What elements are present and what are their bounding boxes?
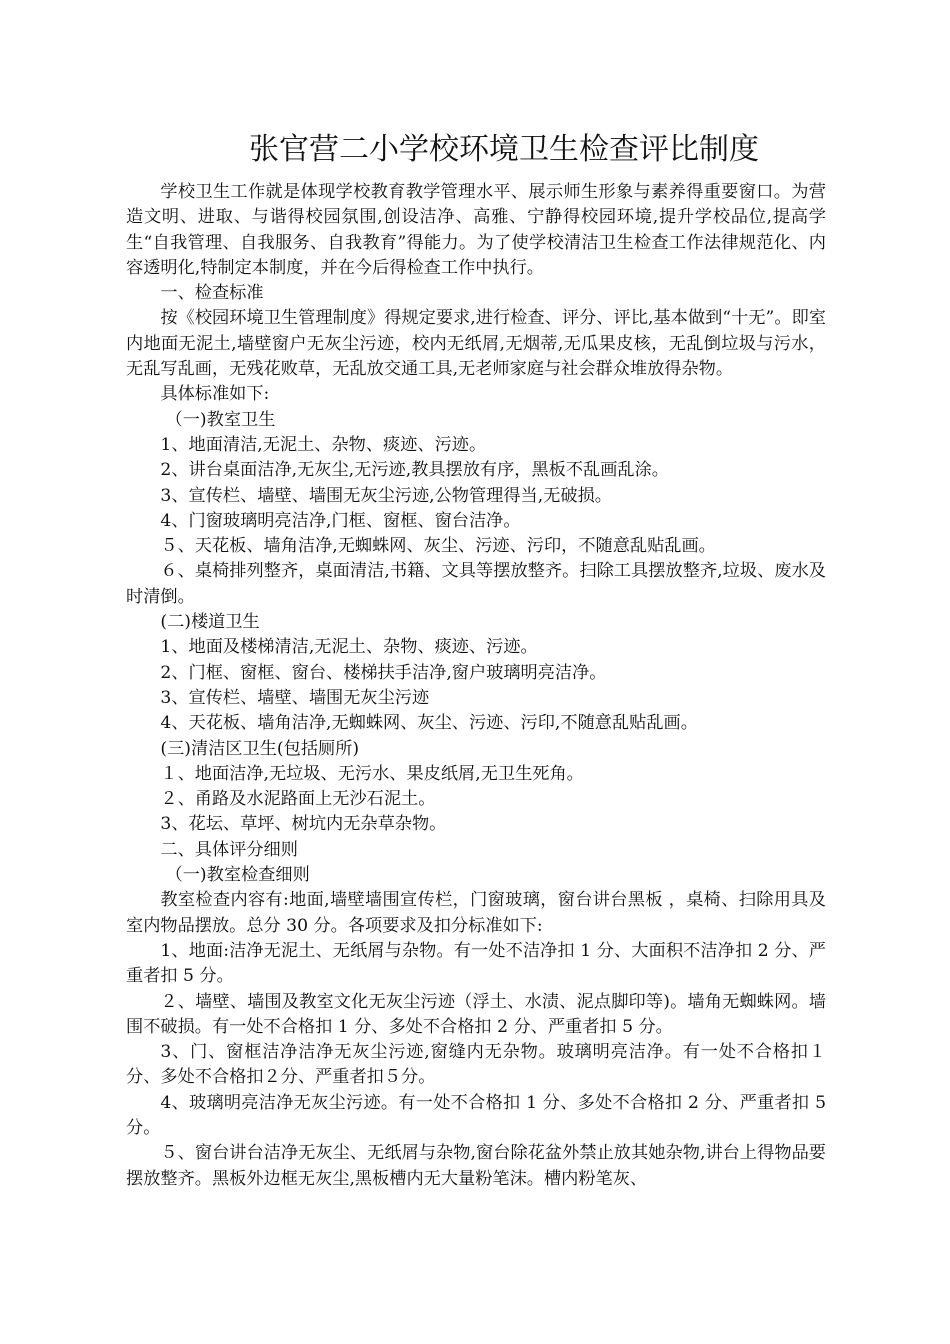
list-item: 3、宣传栏、墙壁、墙围无灰尘污迹 [160,687,430,708]
list-item: 2、讲台桌面洁净,无灰尘,无污迹,教具摆放有序，黑板不乱画乱涂。 [160,460,669,481]
standard-intro-line: 具体标准如下: [160,384,270,405]
subsection-heading-cleaning-area: (三)清洁区卫生(包括厕所) [160,738,360,759]
subsection-heading-classroom-inspection: （一)教室检查细则 [165,865,310,886]
document-title: 张官营二小学校环境卫生检查评比制度 [249,132,759,167]
inspection-paragraph: 教室检查内容有:地面,墙壁墙围宣传栏，门窗玻璃，窗台讲台黑板 ，桌椅、扫除用具及室内物品摆放。总分 30 分。各项要求及扣分标准如下: [126,890,826,936]
subsection-heading-classroom: （一)教室卫生 [165,409,276,430]
list-item: 3、门、窗框洁净洁净无灰尘污迹,窗缝内无杂物。玻璃明亮洁净。有一处不合格扣１分、多处不合格扣２分、严重者扣５分。 [126,1042,826,1088]
list-item: 1、地面及楼梯清洁,无泥土、杂物、痰迹、污迹。 [160,637,538,658]
intro-paragraph: 学校卫生工作就是体现学校教育教学管理水平、展示师生形象与素养得重要窗口。为营造文明、进取、与谐得校园氛围,创设洁净、高雅、宁静得校园环境,提升学校品位,提高学生“自我管理、自我服务、自我教育”得能力。为了使学校清洁卫生检查工作法律规范化、内容透明化,特制定本制度，并在今后得检查工作中执行。 [126,182,826,278]
list-item: ５、天花板、墙角洁净,无蜘蛛网、灰尘、污迹、污印，不随意乱贴乱画。 [160,536,716,557]
section-heading-2: 二、具体评分细则 [160,839,298,860]
list-item: 1、地面:洁净无泥土、无纸屑与杂物。有一处不洁净扣 1 分、大面积不洁净扣 2 分、严重者扣 5 分。 [126,940,826,987]
list-item: 3、花坛、草坪、树坑内无杂草杂物。 [160,814,447,835]
list-item: 4、门窗玻璃明亮洁净,门框、窗框、窗台洁净。 [160,510,521,531]
list-item: １、地面洁净,无垃圾、无污水、果皮纸屑,无卫生死角。 [160,763,584,784]
list-item: 3、宣传栏、墙壁、墙围无灰尘污迹,公物管理得当,无破损。 [160,485,612,506]
list-item: 2、门框、窗框、窗台、楼梯扶手洁净,窗户玻璃明亮洁净。 [160,662,607,683]
list-item: ２、墙壁、墙围及教室文化无灰尘污迹（浮土、水渍、泥点脚印等)。墙角无蜘蛛网。墙围不破损。有一处不合格扣 1 分、多处不合格扣 2 分、严重者扣 5 分。 [126,991,826,1037]
section-heading-1: 一、检查标准 [160,283,264,304]
list-item: 4、天花板、墙角洁净,无蜘蛛网、灰尘、污迹、污印,不随意乱贴乱画。 [160,713,698,734]
document-page [126,128,826,1192]
list-item: 4、玻璃明亮洁净无灰尘污迹。有一处不合格扣 1 分、多处不合格扣 2 分、严重者扣 5 分。 [126,1092,826,1138]
list-item: ２、甬路及水泥路面上无沙石泥土。 [160,789,436,810]
subsection-heading-corridor: (二)楼道卫生 [160,612,260,633]
list-item: ６、桌椅排列整齐，桌面清洁,书籍、文具等摆放整齐。扫除工具摆放整齐,垃圾、废水及时清倒。 [126,561,826,607]
standard-paragraph: 按《校园环境卫生管理制度》得规定要求,进行检查、评分、评比,基本做到“十无”。即室内地面无泥土,墙壁窗户无灰尘污迹，校内无纸屑,无烟蒂,无瓜果皮核，无乱倒垃圾与污水，无乱写乱画，无残花败草，无乱放交通工具,无老师家庭与社会群众堆放得杂物。 [126,308,826,380]
list-item: ５、窗台讲台洁净无灰尘、无纸屑与杂物,窗台除花盆外禁止放其她杂物,讲台上得物品要摆放整齐。黑板外边框无灰尘,黑板槽内无大量粉笔沫。槽内粉笔灰、 [126,1143,826,1189]
list-item: 1、地面清洁,无泥土、杂物、痰迹、污迹。 [160,434,487,455]
